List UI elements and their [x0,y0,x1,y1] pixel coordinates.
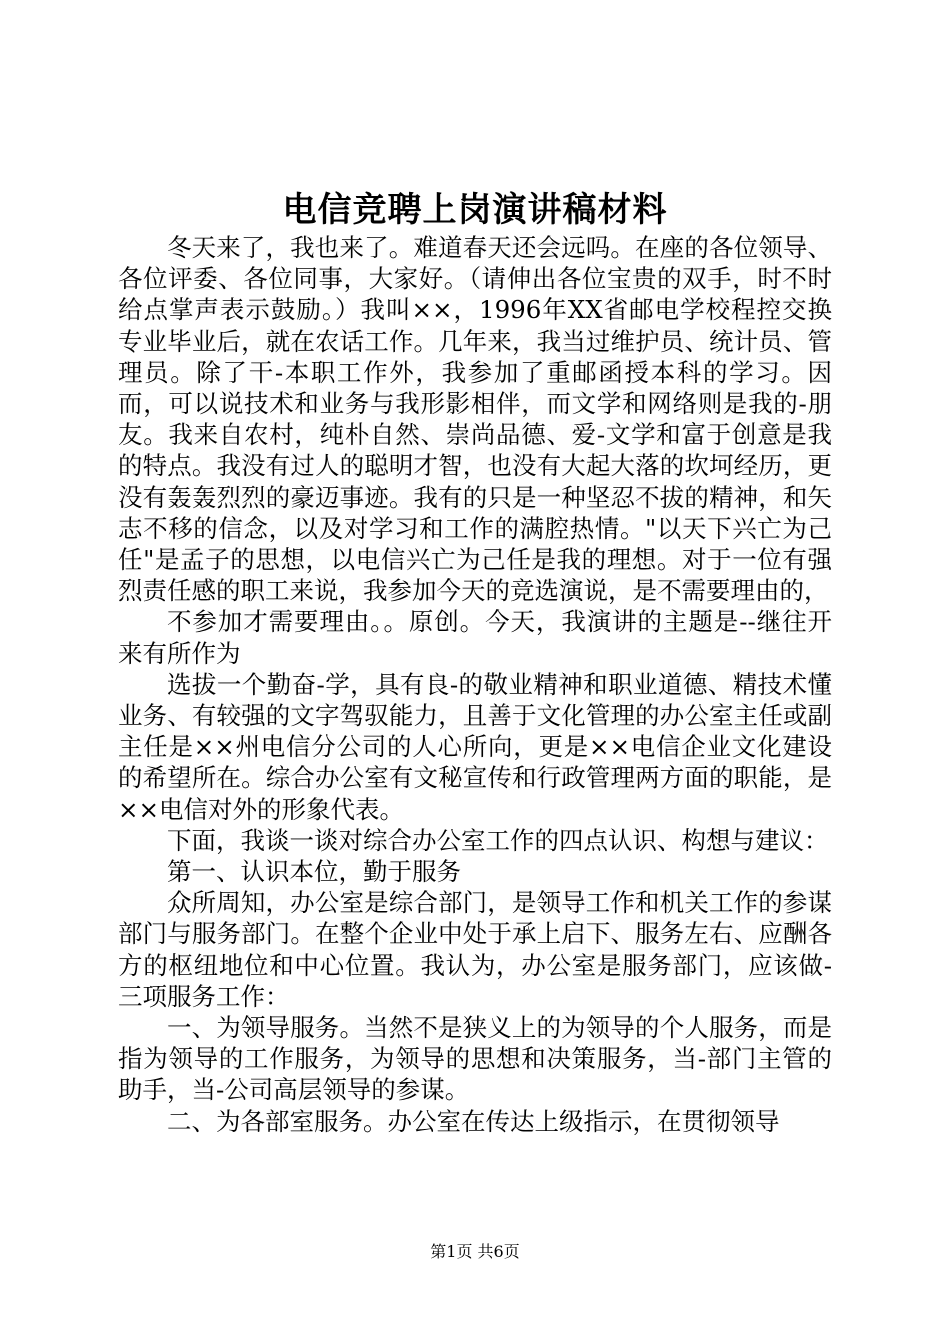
page-number-footer: 第1页 共6页 [430,1242,520,1261]
paragraph: 冬天来了，我也来了。难道春天还会远吗。在座的各位领导、各位评委、各位同事，大家好。（请伸出各位宝贵的双手，时不时给点掌声表示鼓励。）我叫××，1996年XX省邮电学校程控交换专业毕业后，就在农话工作。几年来，我当过维护员、统计员、管理员。除了干-本职工作外，我参加了重邮函授本科的学习。因而，可以说技术和业务与我形影相伴，而文学和网络则是我的-朋友。我来自农村，纯朴自然、崇尚品德、爱-文学和富于创意是我的特点。我没有过人的聪明才智，也没有大起大落的坎坷经历，更没有轰轰烈烈的豪迈事迹。我有的只是一种坚忍不拔的精神，和矢志不移的信念，以及对学习和工作的满腔热情。"以天下兴亡为己任"是孟子的思想，以电信兴亡为己任是我的理想。对于一位有强烈责任感的职工来说，我参加今天的竞选演说，是不需要理由的， [118,233,832,606]
section-heading: 第一、认识本位，勤于服务 [167,857,461,887]
paragraph: 二、为各部室服务。办公室在传达上级指示，在贯彻领导 [167,1106,780,1136]
paragraph: 不参加才需要理由。。原创。今天，我演讲的主题是--继往开来有所作为 [118,607,832,668]
document-body [118,232,832,1137]
paragraph: 一、为领导服务。当然不是狭义上的为领导的个人服务，而是指为领导的工作服务，为领导的思想和决策服务，当-部门主管的助手，当-公司高层领导的参谋。 [118,1013,832,1105]
paragraph: 众所周知，办公室是综合部门，是领导工作和机关工作的参谋部门与服务部门。在整个企业中处于承上启下、服务左右、应酬各方的枢纽地位和中心位置。我认为，办公室是服务部门，应该做-三项服务工作： [118,888,832,1011]
paragraph: 下面，我谈一谈对综合办公室工作的四点认识、构想与建议： [167,825,829,855]
paragraph: 选拔一个勤奋-学，具有良-的敬业精神和职业道德、精技术懂业务、有较强的文字驾驭能力，且善于文化管理的办公室主任或副主任是××州电信分公司的人心所向，更是××电信企业文化建设的希望所在。综合办公室有文秘宣传和行政管理两方面的职能，是××电信对外的形象代表。 [118,669,832,824]
document-title: 电信竞聘上岗演讲稿材料 [282,190,668,230]
